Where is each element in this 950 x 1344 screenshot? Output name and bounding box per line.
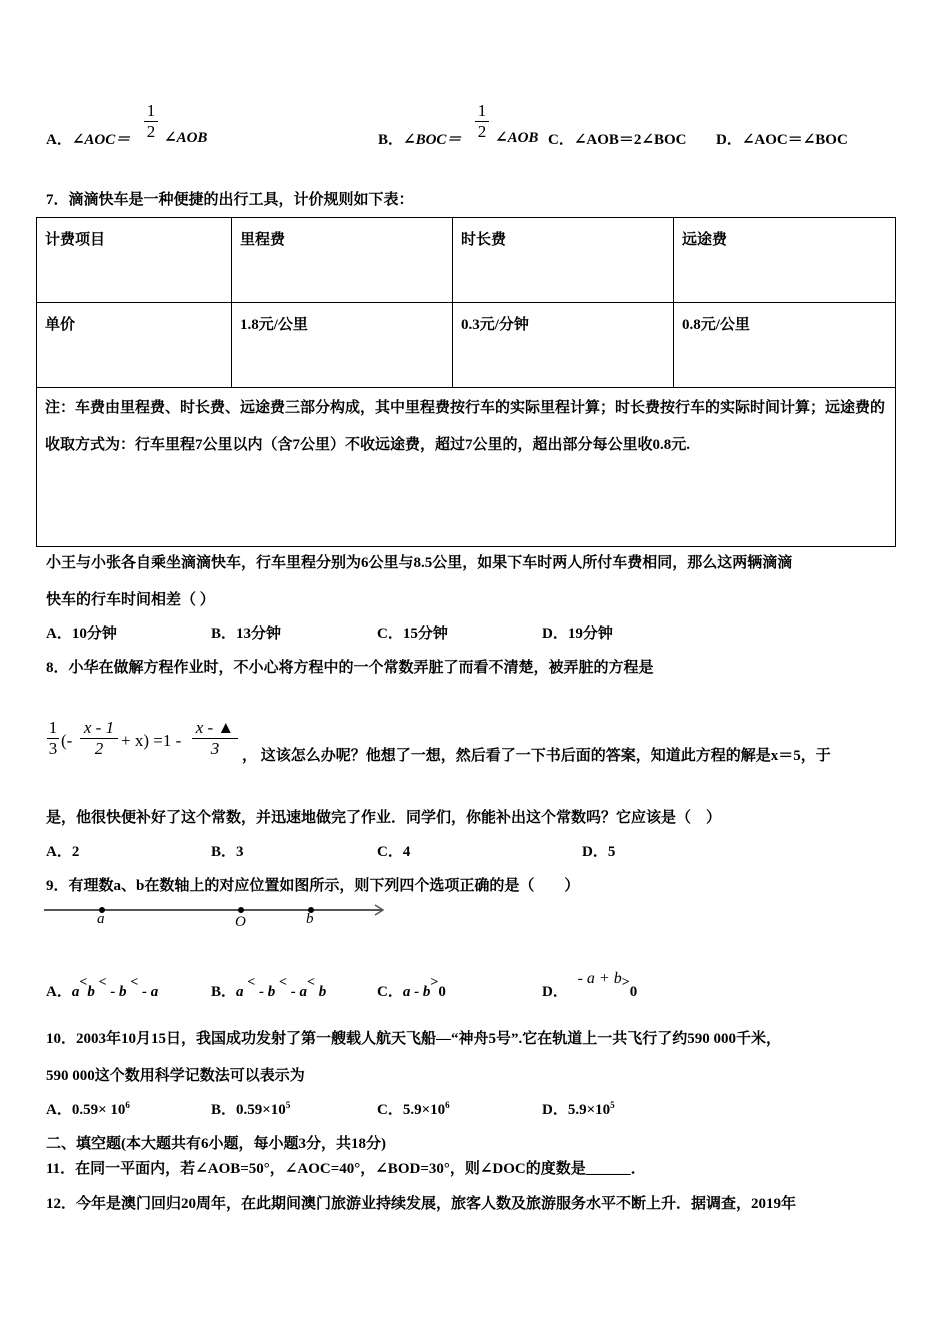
q10-option-d: D．$5.9\times 10^5$ [542, 1100, 615, 1118]
axis-label-b: b [306, 911, 314, 927]
q10-text-line1: 10．2003年10月15日，我国成功发射了第一艘载人航天飞船—“神舟5号”.它在轨道上一共飞行了约590 000千米， [46, 1031, 782, 1047]
q7-text-line2: 快车的行车时间相差（ ） [46, 592, 215, 608]
q7-option-c: C．15分钟 [377, 626, 448, 642]
table-header-cell: 时长费 [453, 218, 674, 303]
q8-option-c: C．4 [377, 844, 411, 860]
q9-option-b: B．a < - b < - a< b [211, 975, 327, 1000]
q6-option-b-tail: ∠AOB [495, 130, 539, 146]
q6-option-b: B．∠BOC＝ [378, 132, 462, 148]
q10-text-line2: 590 000这个数用科学记数法可以表示为 [46, 1068, 305, 1084]
table-cell: 单价 [37, 303, 232, 388]
q7-option-d: D．19分钟 [542, 626, 613, 642]
table-header-cell: 计费项目 [37, 218, 232, 303]
q8-text-line2: 是，他很快便补好了这个常数，并迅速地做完了作业．同学们，你能补出这个常数吗？它应该是（ ） [46, 810, 722, 826]
q11-text: 11．在同一平面内，若∠AOB=50°，∠AOC=40°，∠BOD=30°，则∠DOC的度数是______． [46, 1161, 646, 1177]
table-note: 注：车费由里程费、时长费、远途费三部分构成，其中里程费按行车的实际里程计算；时长费按行车的实际时间计算；远途费的收取方式为：行车里程7公里以内（含7公里）不收远途费，超过7公里的，超出部分每公里收0.8元. [37, 388, 896, 547]
q6-option-a-tail: ∠AOB [164, 130, 208, 146]
q8-option-b: B．3 [211, 844, 244, 860]
axis-label-origin: O [235, 914, 246, 930]
table-cell: 0.8元/公里 [674, 303, 896, 388]
q7-text-line1: 小王与小张各自乘坐滴滴快车，行车里程分别为6公里与8.5公里，如果下车时两人所付车费相同，那么这两辆滴滴 [46, 555, 793, 571]
q10-option-c: C．$5.9\times 10^6$ [377, 1100, 450, 1118]
q9-option-d: D． - a + b>0 [542, 970, 638, 1000]
q7-option-b: B．13分钟 [211, 626, 282, 642]
q12-text: 12．今年是澳门回归20周年，在此期间澳门旅游业持续发展，旅客人数及旅游服务水平不断上升．据调查，2019年 [46, 1196, 797, 1212]
q8-text-line1: ， 这该怎么办呢？他想了一想，然后看了一下书后面的答案，知道此方程的解是x＝5，于 [242, 748, 831, 764]
q9-option-c: C．a - b>0 [377, 975, 446, 1000]
fare-table [36, 217, 896, 547]
table-cell: 0.3元/分钟 [453, 303, 674, 388]
q10-option-a: A．$0.59\times 10^6$ [46, 1100, 130, 1118]
q8-option-d: D．5 [582, 844, 616, 860]
q9-option-a: A．a<b < - b < - a [46, 975, 159, 1000]
q6-fraction-b: $\frac{1}{2}$ [475, 101, 489, 142]
q7-stem: 7．滴滴快车是一种便捷的出行工具，计价规则如下表： [46, 192, 414, 208]
table-header-cell: 远途费 [674, 218, 896, 303]
q10-option-b: B．$0.59\times 10^5$ [211, 1100, 291, 1118]
q6-option-a: A．∠AOC＝ [46, 132, 131, 148]
q8-option-a: A．2 [46, 844, 80, 860]
q6-option-c: C．∠AOB＝2∠BOC [548, 132, 687, 148]
q6-fraction-a: $\frac{1}{2}$ [144, 101, 158, 142]
number-line [40, 900, 390, 935]
point-origin [238, 907, 244, 913]
exam-page: A．∠AOC＝ $\frac{1}{2}$ ∠AOB B．∠BOC＝ $\frac{1}{2}$ ∠AOB C．∠AOB＝2∠BOC D．∠AOC＝∠BOC 7．滴滴快车是一种便捷的出行工具，计价规则如下表： 计费项目 里程费 时长费 远途费 单价 1.8元/公里 0.3元/分钟 0.8元/公里 注：车费由里程费、时长费、远途费三部分构成，其中里程费按行车的实际里程计算；时长费按行车的实际时间计算；远途费的收取方式为：行车里程7公里以内（含7公里）不收远途费，超过7公里的，超出部分每公里收0.8元. 小王与小张各自乘坐滴滴快车，行车里程分别为6公里与8.5公里，如果下车时两人所付车费相同，那么这两辆滴滴 快车的行车时间相差（ ） A．10分钟 B．13分钟 C．15分钟 D．19分钟 8．小华在做解方程作业时，不小心将方程中的一个常数弄脏了而看不清楚，被弄脏的方程是 $\frac{1}{3}$ (- $\frac{x - 1}{2}$ + x) =1 - $\frac{x - ▲}{3}$ ， 这该怎么办呢？他想了一想，然后看了一下书后面的答案，知道此方程的解是x＝5，于 是，他很快便补好了这个常数，并迅速地做完了作业．同学们，你能补出这个常数吗？它应该是（ ） A．2 B．3 C．4 D．5 9．有理数a、b在数轴上的对应位置如图所示，则下列四个选项正确的是（ ） a O b A．a<b < - b < - a B．a < - b < - a< b C．a - b>0 D． - a + b>0 10．2003年10月15日，我国成功发射了第一艘载人航天飞船—“神舟5号”.它在轨道上一共飞行了约590 000千米， 590 000这个数用科学记数法可以表示为 A．$0.59\times 10^6$ B．$0.59\times 10^5$ C．$5.9\times 10^6$ D．$5.9\times 10^5$ 二、填空题(本大题共有6小题，每小题3分，共18分) 11．在同一平面内，若∠AOB=50°，∠AOC=40°，∠BOD=30°，则∠DOC的度数是______． 12．今年是澳门回归20周年，在此期间澳门旅游业持续发展，旅客人数及旅游服务水平不断上升．据调查，2019年 [0, 0, 950, 1344]
q7-option-a: A．10分钟 [46, 626, 117, 642]
q6-option-d: D．∠AOC＝∠BOC [716, 132, 848, 148]
table-cell: 1.8元/公里 [232, 303, 453, 388]
q9-stem: 9．有理数a、b在数轴上的对应位置如图所示，则下列四个选项正确的是（ ） [46, 878, 580, 894]
q8-stem: 8．小华在做解方程作业时，不小心将方程中的一个常数弄脏了而看不清楚，被弄脏的方程是 [46, 660, 654, 676]
section-heading: 二、填空题(本大题共有6小题，每小题3分，共18分) [46, 1136, 386, 1152]
axis-label-a: a [97, 911, 105, 927]
table-header-cell: 里程费 [232, 218, 453, 303]
